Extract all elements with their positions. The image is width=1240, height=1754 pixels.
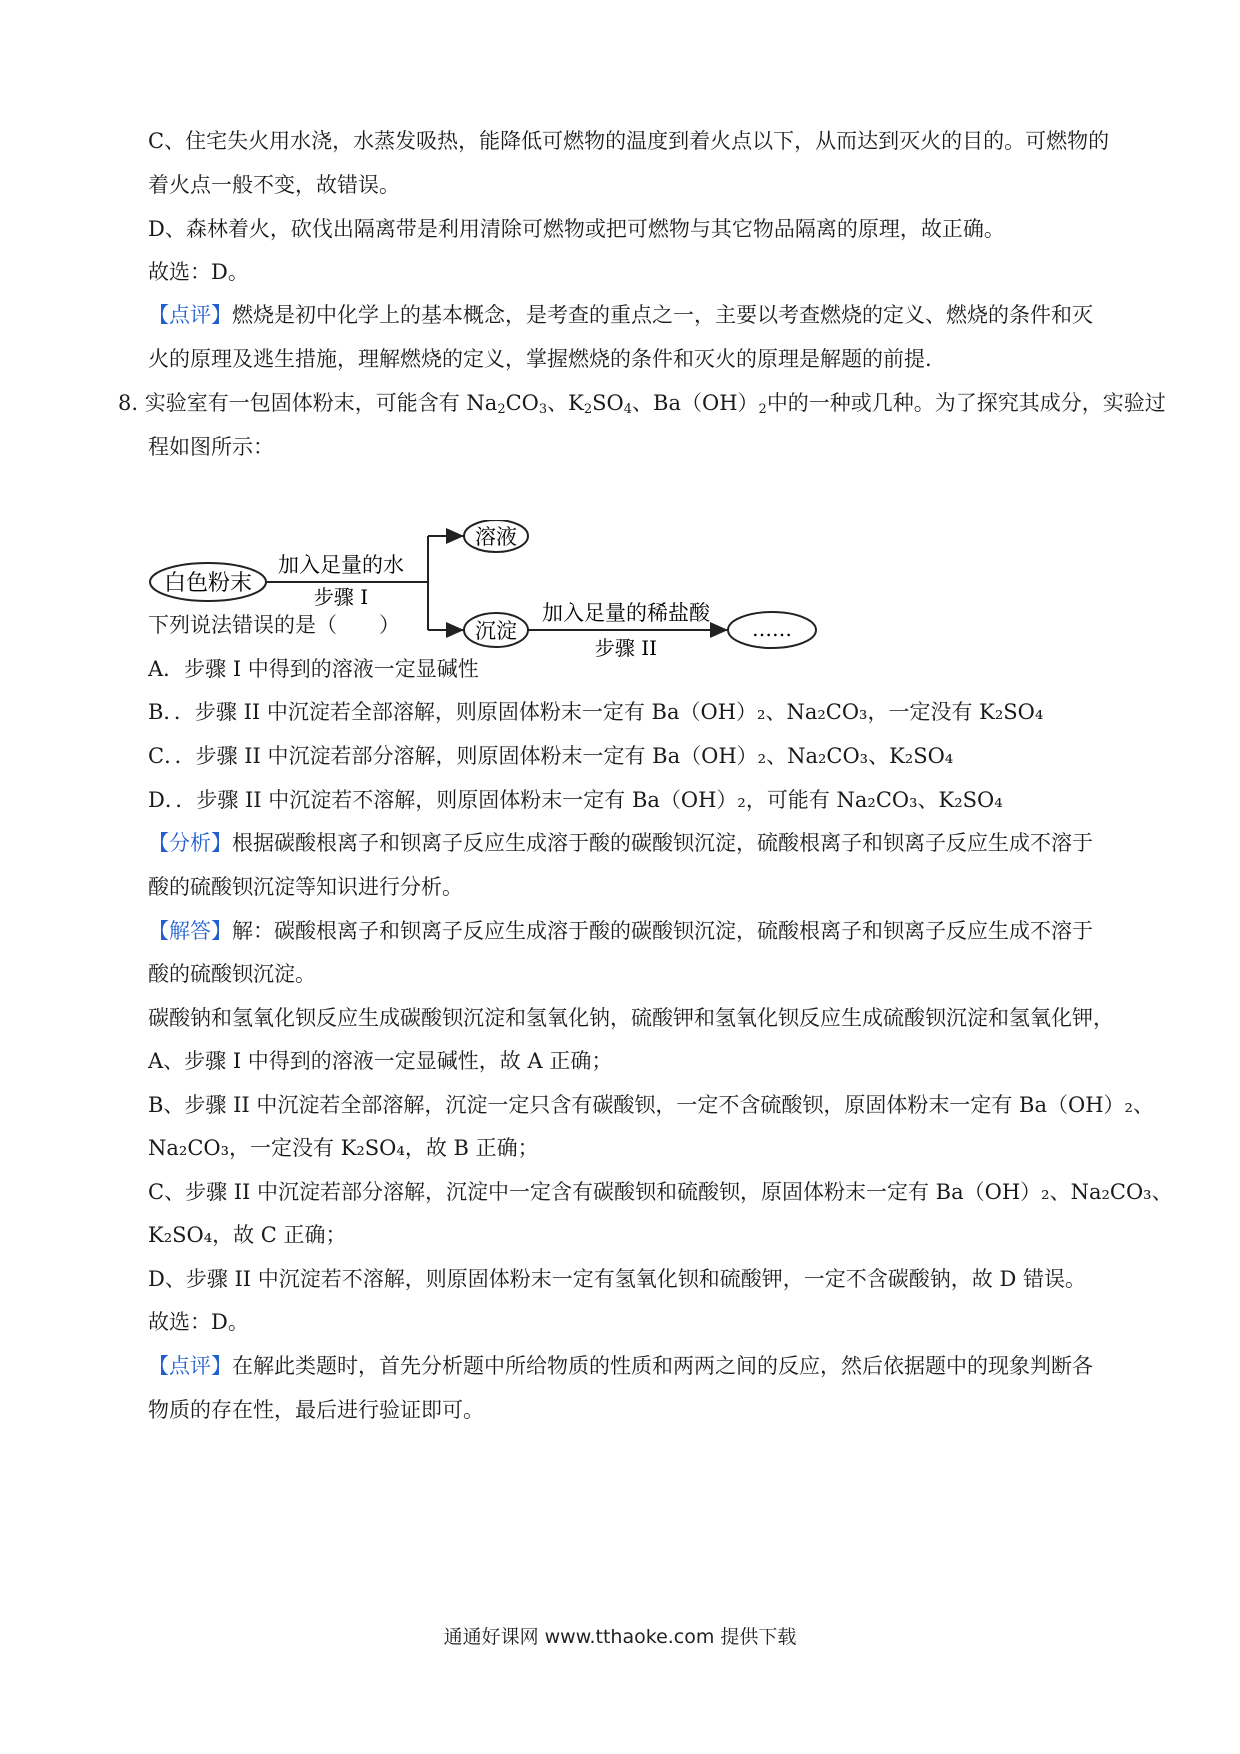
answer-line-1: 【解答】解：碳酸根离子和钡离子反应生成溶于酸的碳酸钡沉淀，硫酸根离子和钡离子反应生成不溶于 <box>148 919 1093 943</box>
precipitate-label: 沉淀 <box>475 619 517 643</box>
add-water-label: 加入足量的水 <box>278 553 404 577</box>
option-c-line-1: C、住宅失火用水浇，水蒸发吸热，能降低可燃物的温度到着火点以下，从而达到灭火的目的。可燃物的 <box>148 129 1110 153</box>
question-8-stem-line-2: 程如图所示： <box>148 435 274 459</box>
option-d-line: D、森林着火，砍伐出隔离带是利用清除可燃物或把可燃物与其它物品隔离的原理，故正确。 <box>148 217 1005 241</box>
review2-tag: 【点评】 <box>148 1354 232 1378</box>
answer-option-d: D、步骤 II 中沉淀若不溶解，则原固体粉末一定有氢氧化钡和硫酸钾，一定不含碳酸钠，故 D 错误。 <box>148 1267 1086 1291</box>
review-tag: 【点评】 <box>148 303 232 327</box>
answer-choose: 故选：D。 <box>148 1310 249 1334</box>
question-prompt: 下列说法错误的是（ ） <box>148 613 400 637</box>
option-c-line-2: 着火点一般不变，故错误。 <box>148 173 400 197</box>
analysis-line-1: 【分析】根据碳酸根离子和钡离子反应生成溶于酸的碳酸钡沉淀，硫酸根离子和钡离子反应生成不溶于 <box>148 831 1093 855</box>
step-2-label: 步骤 II <box>594 636 658 660</box>
answer-option-c-2: K₂SO₄，故 C 正确； <box>148 1223 347 1247</box>
add-acid-label: 加入足量的稀盐酸 <box>542 601 710 625</box>
solution-label: 溶液 <box>475 525 517 549</box>
question-number: 8. <box>118 391 139 415</box>
experiment-flow-diagram <box>148 520 848 670</box>
answer-option-b-1: B、步骤 II 中沉淀若全部溶解，沉淀一定只含有碳酸钡，一定不含硫酸钡，原固体粉末一定有 Ba（OH）₂、 <box>148 1093 1154 1117</box>
option-b: B．．步骤 II 中沉淀若全部溶解，则原固体粉末一定有 Ba（OH）₂、Na₂CO₃，一定没有 K₂SO₄ <box>148 700 1044 724</box>
white-powder-label: 白色粉末 <box>163 571 253 596</box>
option-d: D．．步骤 II 中沉淀若不溶解，则原固体粉末一定有 Ba（OH）₂，可能有 Na₂CO₃、K₂SO₄ <box>148 788 1003 812</box>
review2-line-2: 物质的存在性，最后进行验证即可。 <box>148 1398 484 1422</box>
answer-option-b-2: Na₂CO₃，一定没有 K₂SO₄，故 B 正确； <box>148 1136 539 1160</box>
review2-line-1: 【点评】在解此类题时，首先分析题中所给物质的性质和两两之间的反应，然后依据题中的现象判断各 <box>148 1354 1093 1378</box>
analysis-tag: 【分析】 <box>148 831 232 855</box>
review-text-1: 燃烧是初中化学上的基本概念，是考查的重点之一，主要以考查燃烧的定义、燃烧的条件和灭 <box>232 303 1093 327</box>
answer-line-3: 碳酸钠和氢氧化钡反应生成碳酸钡沉淀和氢氧化钠，硫酸钾和氢氧化钡反应生成硫酸钡沉淀和氢氧化钾， <box>148 1006 1114 1030</box>
result-ellipsis: …… <box>752 617 792 641</box>
question-8-stem-line-1: 8. 实验室有一包固体粉末，可能含有 $Na_2CO_3$、$K_2SO_4$、$Ba(OH)_2$中的一种或几种。为了探究其成分，实验过 <box>118 391 1166 417</box>
answer-option-c-1: C、步骤 II 中沉淀若部分溶解，沉淀中一定含有碳酸钡和硫酸钡，原固体粉末一定有 Ba（OH）₂、Na₂CO₃、 <box>148 1180 1173 1204</box>
answer-tag: 【解答】 <box>148 919 232 943</box>
answer-line-2: 酸的硫酸钡沉淀。 <box>148 962 316 986</box>
option-a: A．步骤 I 中得到的溶液一定显碱性 <box>148 657 479 681</box>
option-c: C．．步骤 II 中沉淀若部分溶解，则原固体粉末一定有 Ba（OH）₂、Na₂CO₃、K₂SO₄ <box>148 744 954 768</box>
analysis-line-2: 酸的硫酸钡沉淀等知识进行分析。 <box>148 875 463 899</box>
choose-line: 故选：D。 <box>148 260 249 284</box>
page-footer: 通通好课网 www.tthaoke.com 提供下载 <box>443 1626 797 1648</box>
step-1-label: 步骤 I <box>313 585 369 609</box>
review-line-1 <box>148 300 1138 330</box>
review-line-2: 火的原理及逃生措施，理解燃烧的定义，掌握燃烧的条件和灭火的原理是解题的前提. <box>148 347 932 371</box>
answer-option-a: A、步骤 I 中得到的溶液一定显碱性，故 A 正确； <box>148 1049 613 1073</box>
